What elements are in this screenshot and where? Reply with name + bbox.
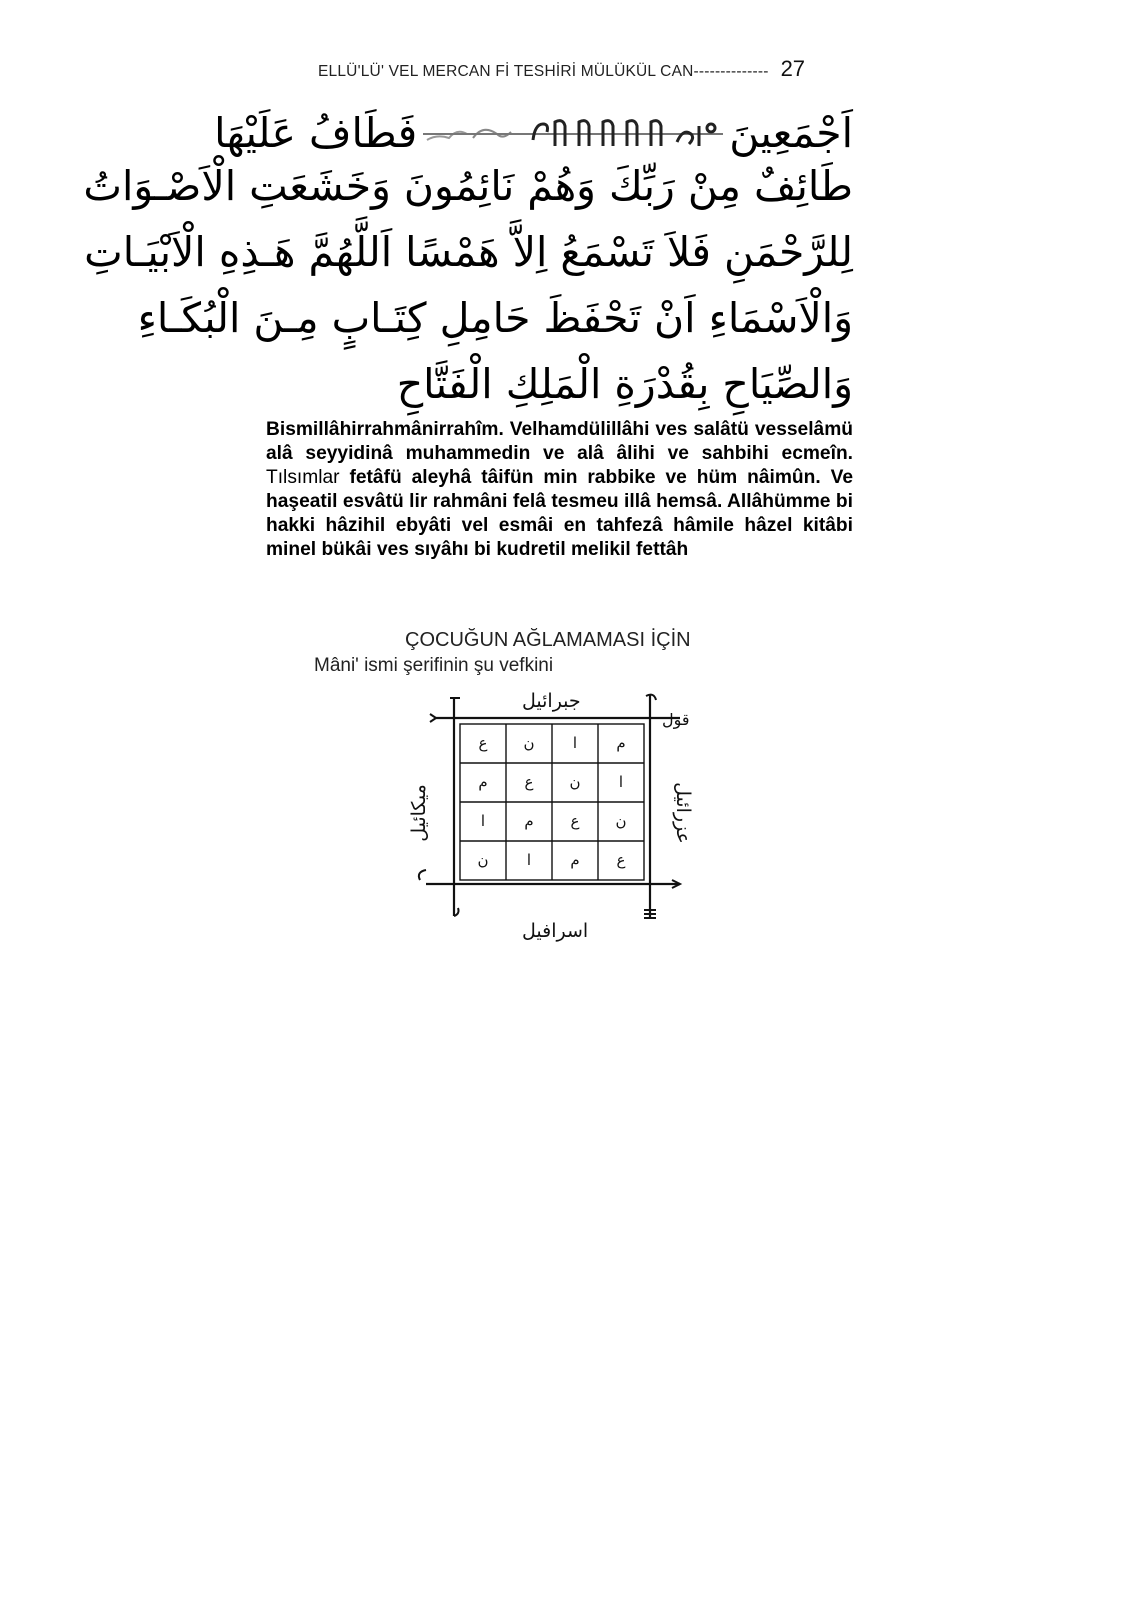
vefk-cell: ن <box>615 812 627 830</box>
corner-label: قول <box>662 710 690 729</box>
vefk-cell: ا <box>526 851 532 869</box>
vefk-cell: ا <box>480 812 486 830</box>
translit-part-1: Bismillâhirrahmânirrahîm. Velhamdülillâhi ves salâtü vesselâmü alâ seyyidinâ muhammedin ve alâ âlihi ve sahbihi ecmeîn. <box>266 419 853 464</box>
translit-part-2: Tılsımlar <box>266 467 350 488</box>
angel-name-right: عزرائيل <box>671 782 694 844</box>
magic-square-diagram <box>390 684 710 948</box>
arabic-line-1-right: اَجْمَعِينَ <box>729 108 853 157</box>
angel-name-left: ميكائيل <box>407 784 430 842</box>
vefk-cell: ع <box>478 734 488 752</box>
vefk-cell: م <box>570 851 580 869</box>
angel-name-top: جبرائيل <box>522 690 581 712</box>
vefk-cell: ا <box>618 773 624 791</box>
arabic-line-3: لِلرَّحْمَنِ فَلاَ تَسْمَعُ اِلاَّ هَمْسًا اَللَّهُمَّ هَـذِهِ الْاَبْيَـاتِ <box>84 228 853 276</box>
arabic-line-5: وَالصِّيَاحِ بِقُدْرَةِ الْمَلِكِ الْفَتَّاحِ <box>396 360 853 408</box>
transliteration-paragraph <box>266 418 853 562</box>
vefk-cell: ن <box>569 773 581 791</box>
vefk-cell: ن <box>477 851 489 869</box>
vefk-cell: ع <box>524 773 534 791</box>
page-number: 27 <box>780 56 806 81</box>
section-subtitle: Mâni' ismi şerifinin şu vefkini <box>314 655 554 676</box>
header-title: ELLÜ'LÜ' VEL MERCAN Fİ TESHİRİ MÜLÜKÜL CAN-------------- <box>318 63 769 80</box>
arabic-prayer <box>83 100 853 430</box>
arabic-line-4: وَالْاَسْمَاءِ اَنْ تَحْفَظَ حَامِلِ كِتَـابٍ مِـنَ الْبُكَـاءِ <box>137 294 853 342</box>
vefk-cell: ع <box>616 851 626 869</box>
vefk-cell: ا <box>572 734 578 752</box>
vefk-cell: ن <box>523 734 535 752</box>
translit-part-3: fetâfü aleyhâ tâifün min rabbike ve hüm nâimûn. Ve haşeatil esvâtü lir rahmâni felâ tesmeu illâ hemsâ. Allâhümme bi hakki hâzihil ebyâti vel esmâi en tahfezâ hâmile hâzel kitâbi minel bükâi ves sıyâhı bi kudretil melikil fettâh <box>266 467 853 560</box>
arabic-line-2: طَائِفٌ مِنْ رَبِّكَ وَهُمْ نَائِمُونَ وَخَشَعَتِ الْاَصْـوَاتُ <box>83 162 853 210</box>
angel-name-bottom: اسرافيل <box>522 920 589 942</box>
section-title: ÇOCUĞUN AĞLAMAMASI İÇİN <box>405 629 691 651</box>
arabic-line-1 <box>214 100 853 166</box>
running-header <box>318 56 852 86</box>
arabic-line-1-left: فَطَافُ عَلَيْهَا <box>214 108 418 157</box>
talisman-seal-icon <box>417 110 729 156</box>
vefk-cell: ع <box>570 812 580 830</box>
vefk-cell: م <box>478 773 488 791</box>
vefk-cell: م <box>524 812 534 830</box>
vefk-cell: م <box>616 734 626 752</box>
